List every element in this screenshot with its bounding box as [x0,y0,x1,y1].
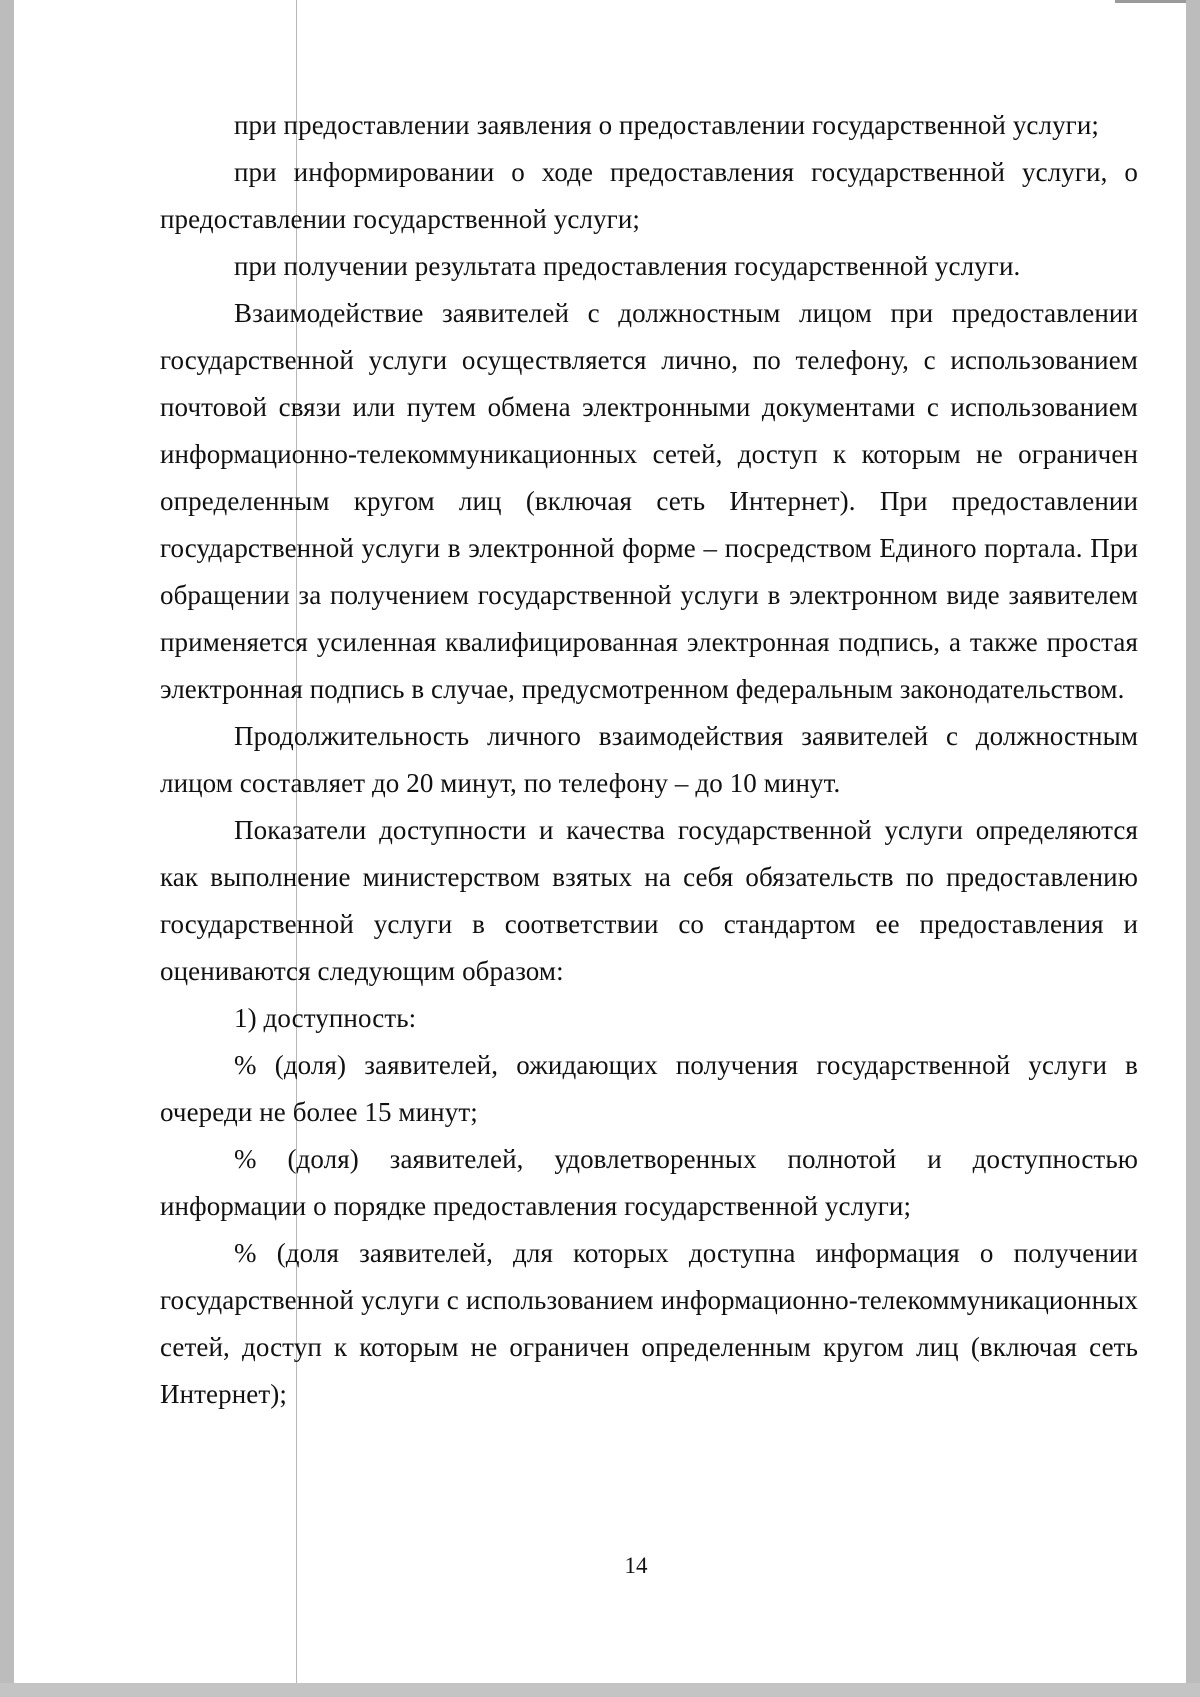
paragraph-indicators: Показатели доступности и качества государственной услуги определяются как выполнение министерством взятых на себя обязательств по предоставлению государственной услуги в соответствии со стандартом ее предоставления и оцениваются следующим образом: [160,815,1138,986]
paragraph-informing: при информировании о ходе предоставления государственной услуги, о предоставлении государственной услуги; [160,157,1138,234]
paragraph-duration: Продолжительность личного взаимодействия заявителей с должностным лицом составляет до 20 минут, по телефону – до 10 минут. [160,721,1138,798]
scan-edge-left [0,0,14,1697]
paragraph-online-share: % (доля заявителей, для которых доступна информация о получении государственной услуги с использованием информационно-телекоммуникационных сетей, доступ к которым не ограничен определенным кругом лиц (включая сеть Интернет); [160,1238,1138,1409]
paragraph-result: при получении результата предоставления государственной услуги. [234,251,1021,281]
paragraph-accessibility-heading: 1) доступность: [234,1003,417,1033]
paragraph-queue-share: % (доля) заявителей, ожидающих получения государственной услуги в очереди не более 15 минут; [160,1050,1138,1127]
scan-corner-mark [1115,0,1186,3]
paragraph-satisfaction-share: % (доля) заявителей, удовлетворенных полнотой и доступностью информации о порядке предоставления государственной услуги; [160,1144,1138,1221]
paragraph-interaction: Взаимодействие заявителей с должностным лицом при предоставлении государственной услуги осуществляется лично, по телефону, с использованием почтовой связи или путем обмена электронными документами с использованием информационно-телекоммуникационных сетей, доступ к которым не ограничен определенным кругом лиц (включая сеть Интернет). При предоставлении государственной услуги в электронной форме – посредством Единого портала. При обращении за получением государственной услуги в электронном виде заявителем применяется усиленная квалифицированная электронная подпись, а также простая электронная подпись в случае, предусмотренном федеральным законодательством. [160,298,1138,704]
scan-edge-right [1186,0,1200,1697]
document-body [160,102,1138,1418]
page-number: 14 [624,1553,648,1578]
paragraph-submission: при предоставлении заявления о предоставлении государственной услуги; [234,110,1100,140]
scan-edge-bottom [0,1683,1200,1697]
